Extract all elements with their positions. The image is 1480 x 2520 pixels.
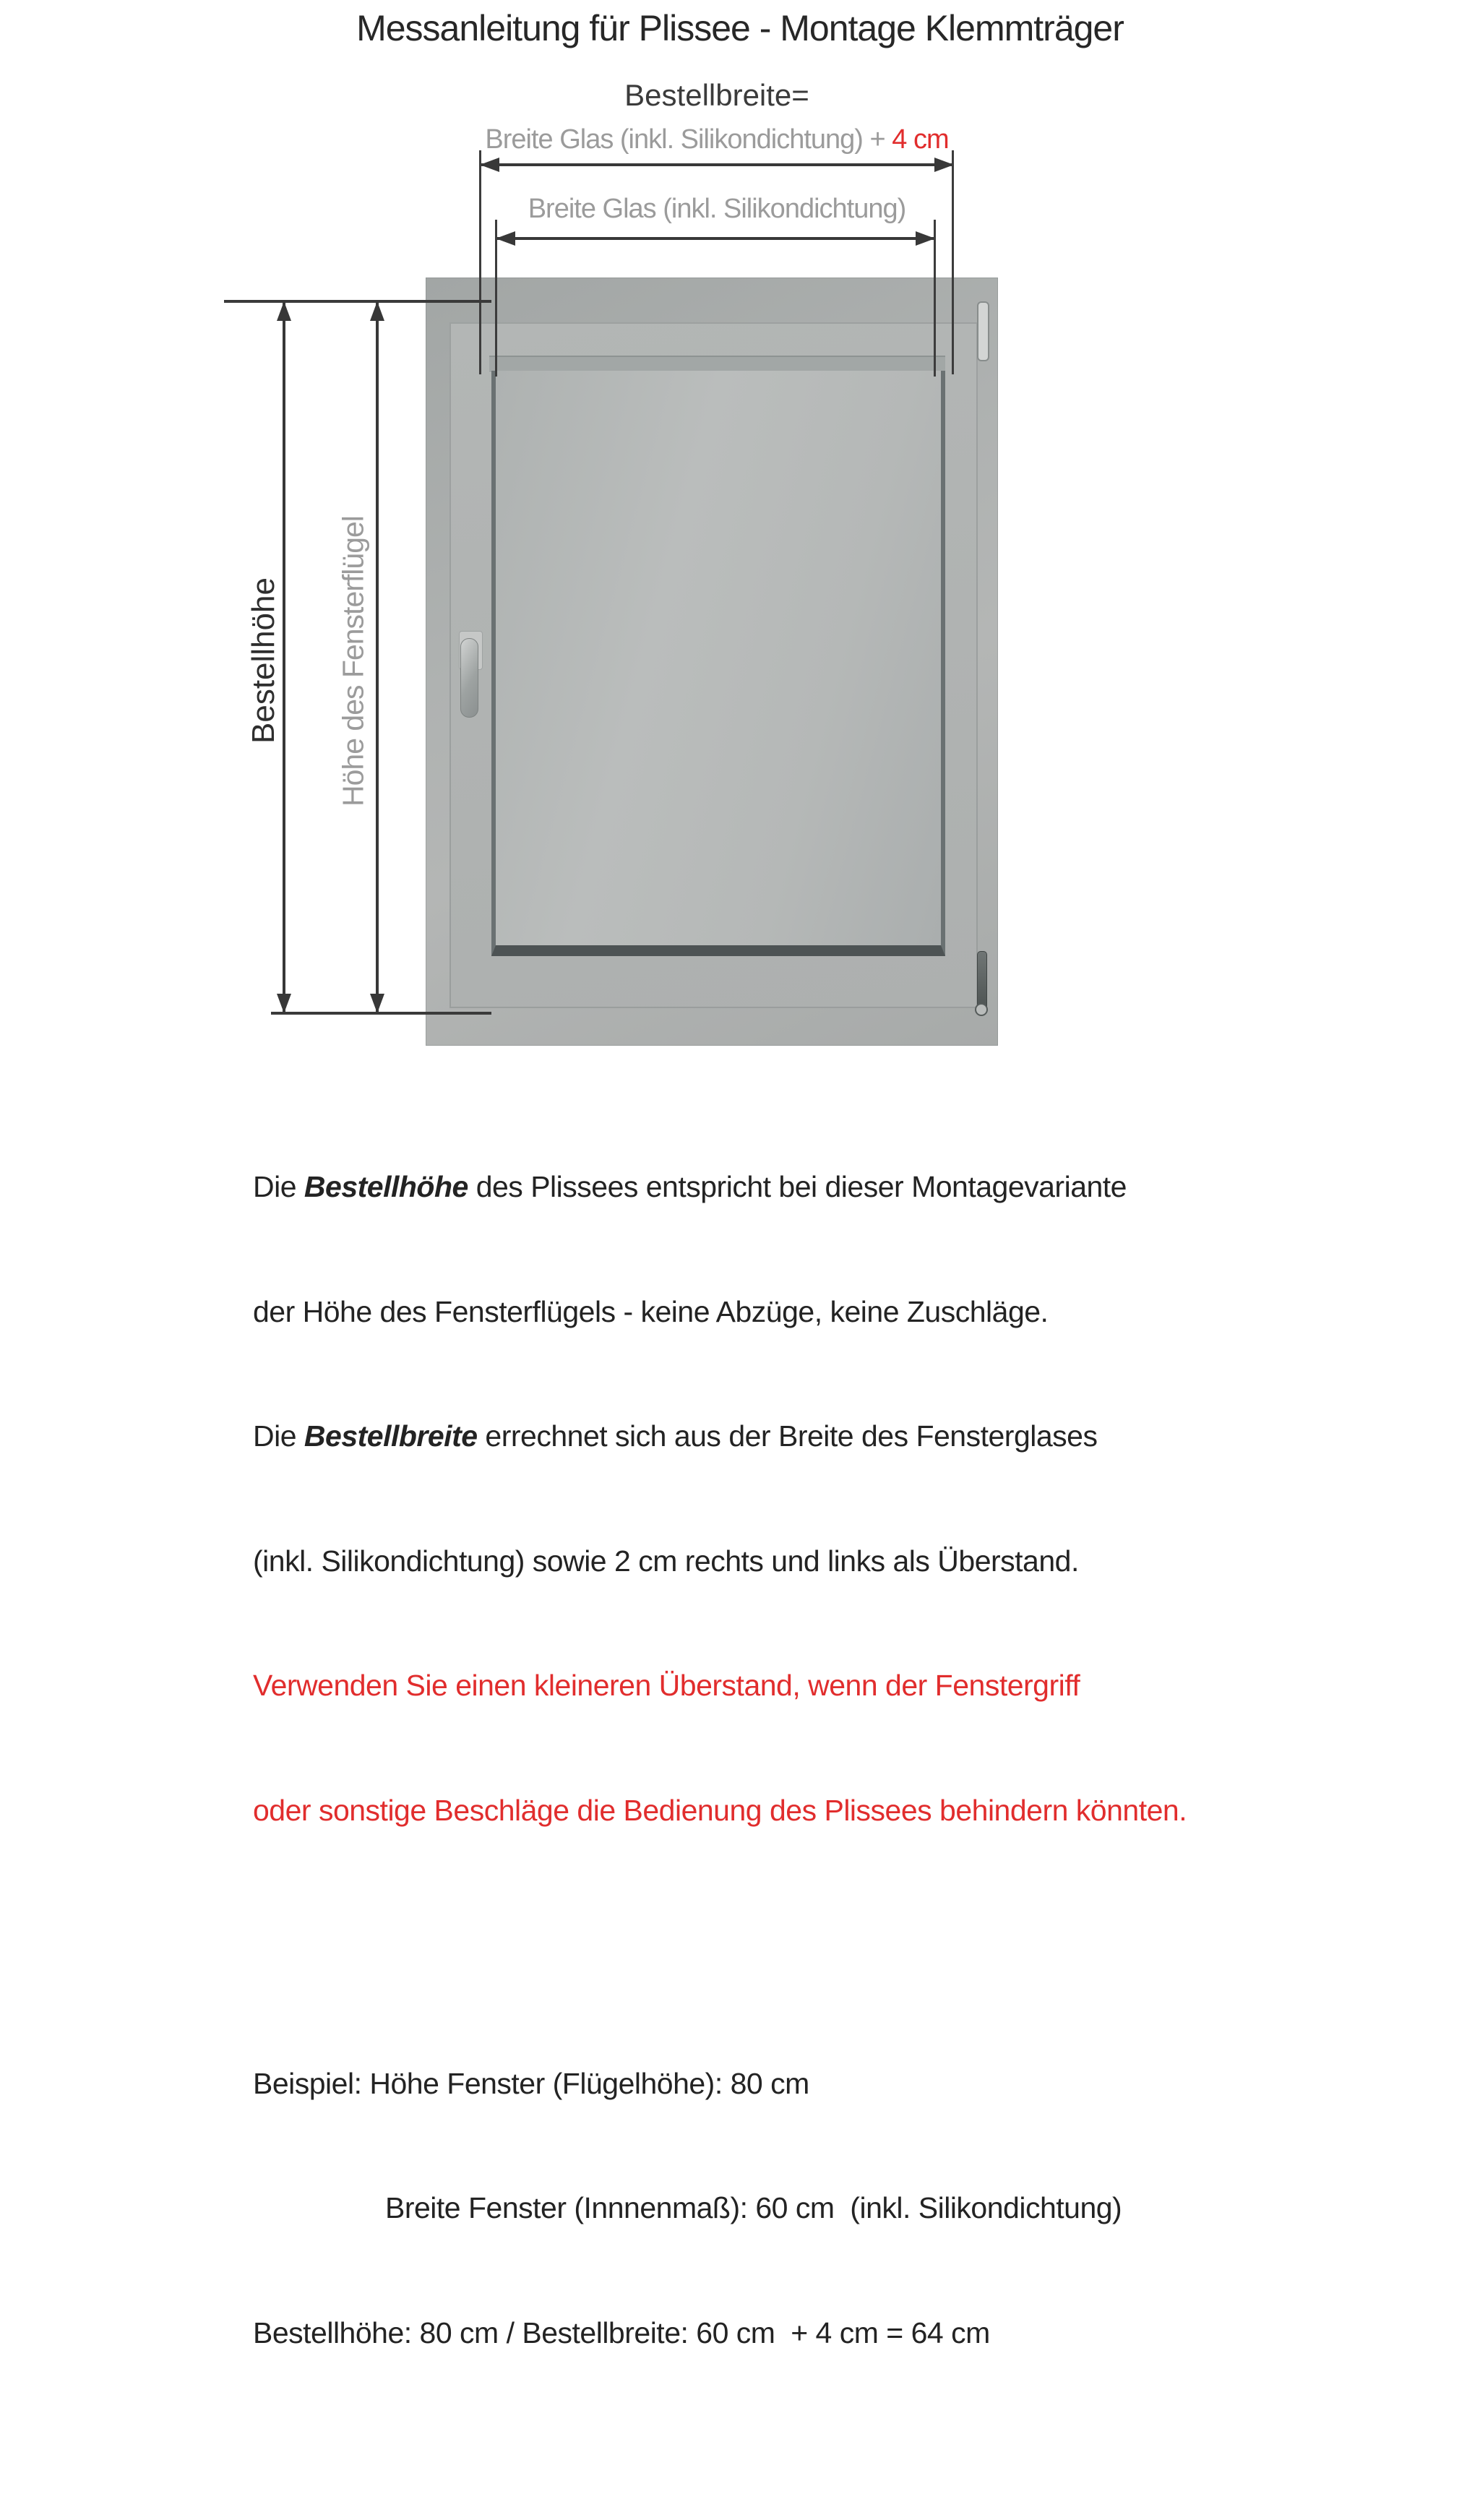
window-illustration — [426, 278, 998, 1046]
text-segment: Die — [253, 1419, 304, 1453]
extension-line-outer-right — [952, 150, 954, 374]
top-hinge — [977, 301, 989, 361]
window-glass — [491, 371, 945, 956]
text-segment-bold: Bestellbreite — [304, 1419, 478, 1453]
text-segment: des Plissees entspricht bei dieser Montagevariante — [468, 1170, 1127, 1203]
example-block — [253, 1980, 1187, 2438]
top-tick-line — [224, 300, 491, 303]
bottom-hinge-cap — [975, 1003, 988, 1016]
text-line — [253, 1166, 1187, 1208]
extension-line-inner-right — [934, 220, 936, 377]
text-segment: errechnet sich aus der Breite des Fensterglases — [477, 1419, 1098, 1453]
bottom-hinge — [977, 951, 987, 1010]
text-segment: Die — [253, 1170, 304, 1203]
glass-width-label: Breite Glas (inkl. Silikondichtung) — [528, 194, 906, 224]
text-line: (inkl. Silikondichtung) sowie 2 cm rechts und links als Überstand. — [253, 1544, 1079, 1578]
order-height-label: Bestellhöhe — [246, 577, 281, 744]
warning-line: oder sonstige Beschläge die Bedienung des Plissees behindern könnten. — [253, 1793, 1187, 1827]
glass-width-dimension-arrow — [497, 237, 934, 240]
text-segment-bold: Bestellhöhe — [304, 1170, 468, 1203]
explanation-text — [253, 1083, 1187, 2520]
order-width-dimension-arrow — [481, 163, 952, 166]
text-line: der Höhe des Fensterflügels - keine Abzüge, keine Zuschläge. — [253, 1294, 1049, 1328]
page-title: Messanleitung für Plissee - Montage Klemmträger — [356, 8, 1124, 48]
glass-width-plus-overhang-gray: Breite Glas (inkl. Silikondichtung) + — [485, 124, 892, 155]
example-line: Bestellhöhe: 80 cm / Bestellbreite: 60 cm + 4 cm = 64 cm — [253, 2315, 990, 2349]
sash-height-dimension-arrow — [376, 303, 379, 1012]
sash-height-label: Höhe des Fensterflügel — [336, 516, 370, 807]
window-handle — [460, 638, 478, 718]
extension-line-outer-left — [479, 150, 481, 374]
glass-width-plus-overhang-label — [464, 124, 970, 155]
warning-line: Verwenden Sie einen kleineren Überstand, wenn der Fenstergriff — [253, 1669, 1080, 1702]
extension-line-inner-left — [495, 220, 497, 377]
example-line: Beispiel: Höhe Fenster (Flügelhöhe): 80 cm — [253, 2066, 809, 2100]
order-width-label: Bestellbreite= — [624, 78, 809, 112]
text-line — [253, 1416, 1187, 1458]
overhang-4cm-red: 4 cm — [892, 124, 949, 155]
example-line-indented: Breite Fenster (Innnenmaß): 60 cm (inkl. Silikondichtung) — [385, 2191, 1122, 2224]
